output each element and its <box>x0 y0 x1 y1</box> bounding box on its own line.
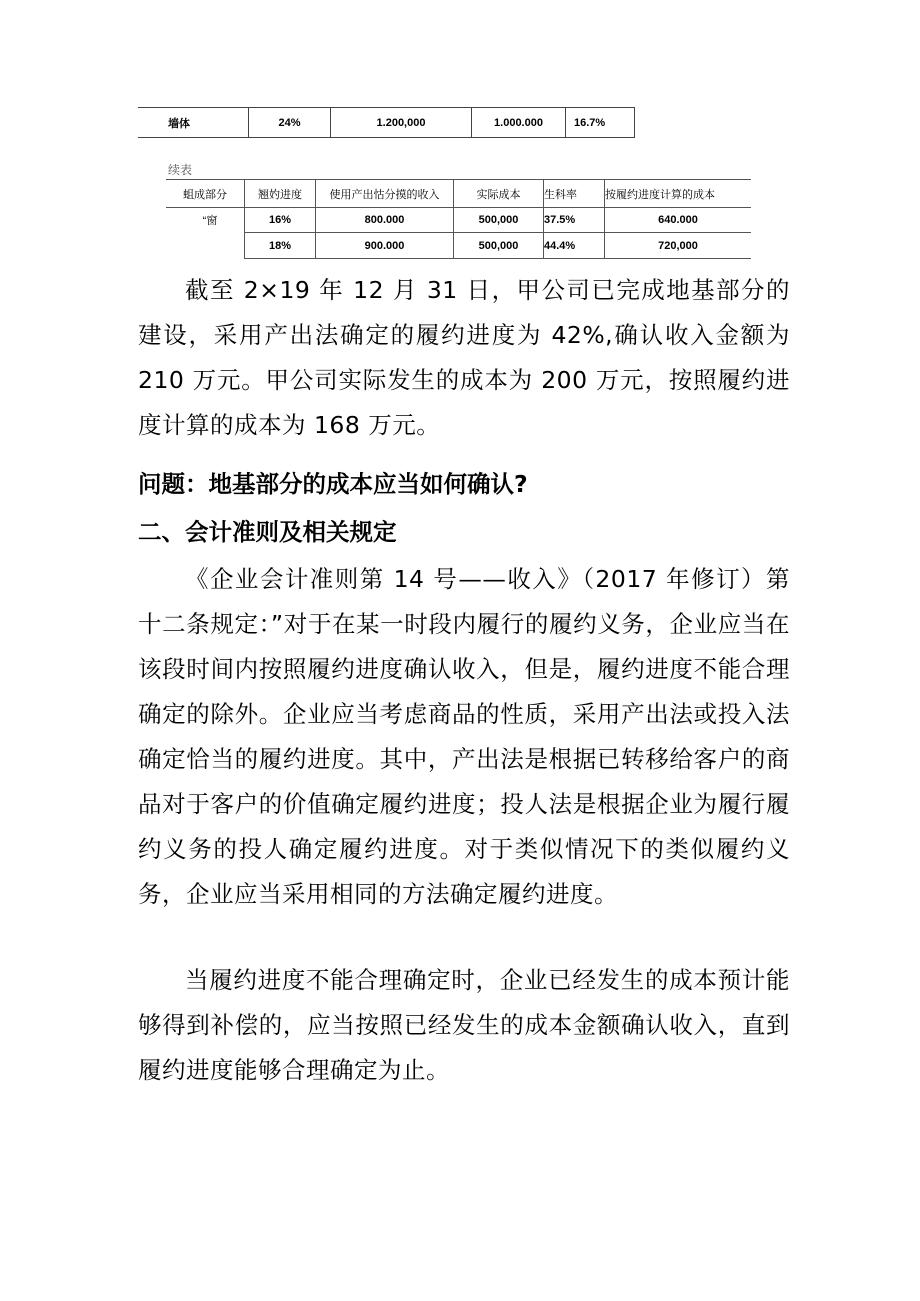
table-header-cell: 实际成本 <box>454 180 544 208</box>
table-cell: 16% <box>245 208 316 233</box>
table-cell: 800.000 <box>316 208 454 233</box>
table-cell: 37.5% <box>544 208 605 233</box>
question-heading: 问题：地基部分的成本应当如何确认? <box>138 470 528 498</box>
table-cell: “窗 <box>166 208 245 233</box>
table-cell: 1.000.000 <box>472 108 566 138</box>
table-header-cell: 翘妁进度 <box>245 180 316 208</box>
table-cell: 720,000 <box>605 233 752 259</box>
table-cell: 18% <box>245 233 316 259</box>
continued-table <box>166 179 751 259</box>
table-cell: 500,000 <box>454 208 544 233</box>
table-cell: 1.200,000 <box>331 108 472 138</box>
table-cell: 640.000 <box>605 208 752 233</box>
top-table-fragment <box>138 107 635 138</box>
table-row <box>138 108 635 138</box>
table-cell: 墙体 <box>138 108 249 138</box>
paragraph-case-facts: 截至 2×19 年 12 月 31 日，甲公司已完成地基部分的建设，采用产出法确定的履约进度为 42%,确认收入金额为 210 万元。甲公司实际发生的成本为 200 万元，按照履约进度计算的成本为 168 万元。 <box>138 276 790 439</box>
table-cell: 500,000 <box>454 233 544 259</box>
table-header-cell: 使用产出怙分摸的收入 <box>316 180 454 208</box>
paragraph-uncertain-progress: 当履约进度不能合理确定时，企业已经发生的成本预计能够得到补偿的，应当按照已经发生的成本金额确认收入，直到履约进度能够合理确定为止。 <box>138 966 790 1084</box>
table-header-cell: 按履约进度计算的成本 <box>605 180 752 208</box>
table-header-row <box>166 180 751 208</box>
section-heading: 二、会计准则及相关规定 <box>138 518 397 546</box>
table-cell: 44.4% <box>544 233 605 259</box>
table-header-cell: 生科率 <box>544 180 605 208</box>
paragraph-standard-clause: 《企业会计准则第 14 号——收入》（2017 年修订）第十二条规定：”对于在某一时段内履行的履约义务，企业应当在该段时间内按照履约进度确认收入，但是，履约进度不能合理确定的除外。企业应当考虑商品的性质，采用产出法或投入法确定恰当的履约进度。其中，产出法是根据已转移给客户的商品对于客户的价值确定履约进度；投人法是根据企业为履行履约义务的投人确定履约进度。对于类似情况下的类似履约义务，企业应当采用相同的方法确定履约进度。 <box>138 565 790 908</box>
table-header-cell: 蛆成部分 <box>166 180 245 208</box>
table-cell: 24% <box>249 108 331 138</box>
continued-table-label: 续表 <box>168 163 193 177</box>
table-row <box>166 233 751 259</box>
table-cell: 16.7% <box>566 108 635 138</box>
table-cell <box>166 233 245 259</box>
table-cell: 900.000 <box>316 233 454 259</box>
table-row <box>166 208 751 233</box>
